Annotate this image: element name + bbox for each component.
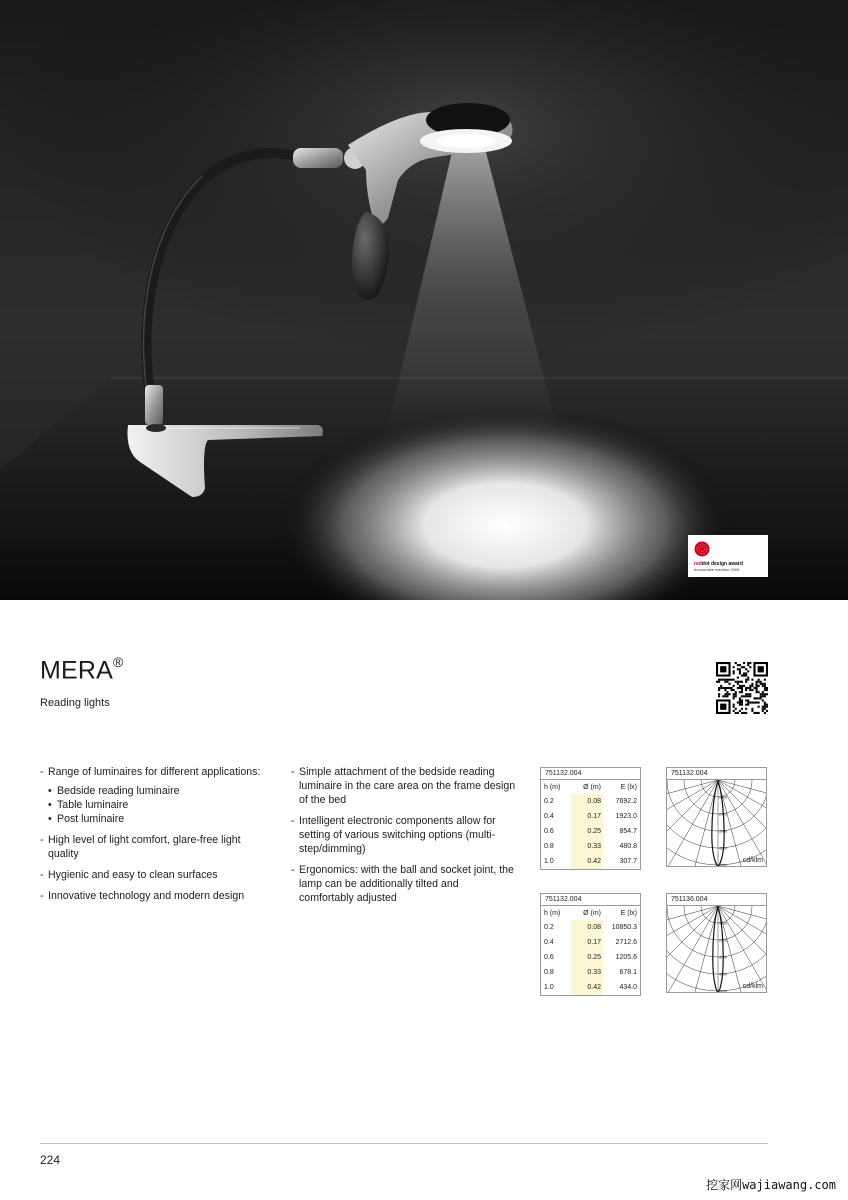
diagram-code: 751132.004 bbox=[667, 768, 766, 780]
ring-label: 1000 bbox=[719, 921, 727, 926]
polar-ring bbox=[667, 906, 766, 991]
page-number: 224 bbox=[40, 1153, 61, 1167]
feature-item: - Hygienic and easy to clean surfaces bbox=[40, 869, 218, 881]
photometric-table-2 bbox=[540, 893, 641, 996]
polar-grid bbox=[667, 906, 766, 992]
ring-label: 2000 bbox=[719, 812, 727, 817]
polar-diagram-1 bbox=[666, 767, 767, 867]
ring-label: 3000 bbox=[719, 829, 727, 834]
table-row: 0.6 0.25 1205.6 bbox=[541, 950, 640, 965]
ring-label: 1000 bbox=[719, 795, 727, 800]
product-category: Reading lights bbox=[40, 697, 110, 709]
table-row: 1.0 0.42 307.7 bbox=[541, 854, 640, 869]
unit-label: cd/klm bbox=[742, 983, 763, 990]
polar-grid bbox=[667, 780, 766, 866]
ring-label: 4000 bbox=[719, 972, 727, 977]
product-name: MERA bbox=[40, 656, 114, 685]
feature-item: - High level of light comfort, glare-free light quality bbox=[40, 834, 241, 860]
table-row: 0.4 0.17 1923.0 bbox=[541, 809, 640, 824]
unit-label: cd/klm bbox=[742, 857, 763, 864]
feature-item: - Intelligent electronic components allow for setting of various switching options (multi-step/dimming) bbox=[291, 815, 496, 855]
feature-item: - Range of luminaires for different applications: bbox=[40, 766, 261, 778]
award-title: reddot design award bbox=[694, 561, 743, 567]
application-list bbox=[40, 784, 265, 826]
ring-label: 5000 bbox=[719, 863, 727, 866]
photometric-table-1 bbox=[540, 767, 641, 870]
table-row: 1.0 0.42 434.0 bbox=[541, 980, 640, 995]
polar-spoke bbox=[667, 906, 718, 961]
polar-spoke bbox=[718, 780, 766, 866]
polar-plot bbox=[667, 780, 766, 866]
polar-spoke bbox=[718, 906, 766, 992]
table-row: 0.8 0.33 678.1 bbox=[541, 965, 640, 980]
ring-label: 3000 bbox=[719, 955, 727, 960]
feature-item: - Innovative technology and modern design bbox=[40, 890, 245, 902]
table-row: 0.2 0.08 7692.2 bbox=[541, 794, 640, 809]
list-item: • Table luminaire bbox=[48, 799, 129, 811]
red-dot-award-badge bbox=[688, 535, 768, 577]
award-subtitle: honourable mention 2009 bbox=[694, 567, 740, 572]
red-dot-logo-icon bbox=[694, 541, 710, 557]
features-column-1 bbox=[40, 765, 265, 910]
table-header-row: h (m) Ø (m) E (lx) bbox=[544, 909, 637, 917]
product-title bbox=[40, 656, 124, 685]
footer-divider bbox=[40, 1143, 768, 1144]
list-item: • Bedside reading luminaire bbox=[48, 785, 180, 797]
feature-item: - Ergonomics: with the ball and socket joint, the lamp can be additionally tilted and comfortably adjusted bbox=[291, 864, 514, 904]
list-item: • Post luminaire bbox=[48, 813, 125, 825]
table-row: 0.8 0.33 480.8 bbox=[541, 839, 640, 854]
table-code: 751132.004 bbox=[541, 768, 640, 780]
qr-code[interactable] bbox=[716, 662, 768, 714]
table-row: 0.4 0.17 2712.6 bbox=[541, 935, 640, 950]
registered-mark: ® bbox=[113, 654, 124, 670]
ring-label: 2000 bbox=[719, 938, 727, 943]
table-row: 0.2 0.08 10850.3 bbox=[541, 920, 640, 935]
polar-plot bbox=[667, 906, 766, 992]
polar-diagram-2 bbox=[666, 893, 767, 993]
table-row: 0.6 0.25 854.7 bbox=[541, 824, 640, 839]
table-code: 751132.004 bbox=[541, 894, 640, 906]
watermark: 挖家网wajiawang.com bbox=[706, 1178, 836, 1192]
table-header-row: h (m) Ø (m) E (lx) bbox=[544, 783, 637, 791]
ring-label: 5000 bbox=[719, 989, 727, 992]
polar-spoke bbox=[667, 780, 718, 835]
feature-item: - Simple attachment of the bedside reading luminaire in the care area on the frame design of the bed bbox=[291, 766, 516, 806]
features-column-2 bbox=[291, 765, 516, 912]
ring-label: 4000 bbox=[719, 846, 727, 851]
polar-ring bbox=[667, 780, 766, 865]
diagram-code: 751136.004 bbox=[667, 894, 766, 906]
